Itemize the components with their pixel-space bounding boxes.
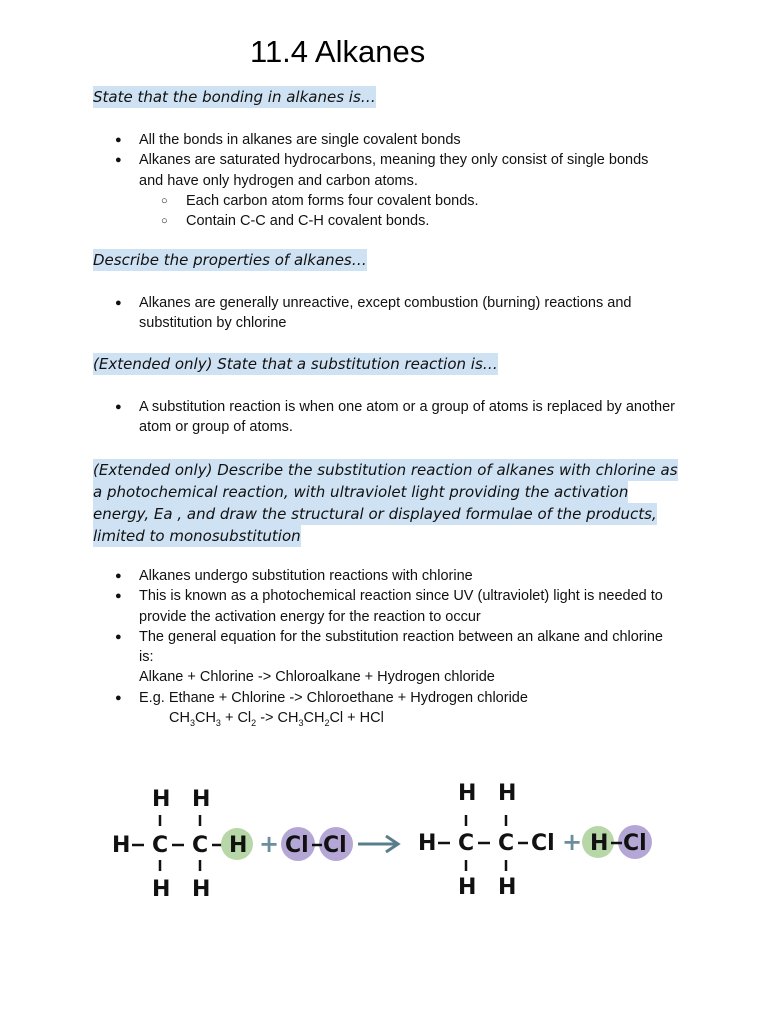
atom-c: C xyxy=(498,831,515,856)
bonding-bullet-list xyxy=(115,130,675,231)
sub-list-item: ○ Contain C-C and C-H covalent bonds. xyxy=(139,211,675,231)
ethane-chlorination-diagram xyxy=(0,760,768,920)
section-heading-substitution-definition: (Extended only) State that a substitution reaction is… xyxy=(93,355,498,373)
chloroethane-molecule xyxy=(418,781,555,900)
plus-sign: + xyxy=(562,828,583,856)
atom-cl: Cl xyxy=(323,833,347,858)
ethane-chemical-equation: $CH_3CH_3 + Cl_2 -> CH_3CH_2Cl$ + HCl xyxy=(169,710,384,728)
reaction-arrow xyxy=(358,836,398,852)
atom-cl: Cl xyxy=(623,831,647,856)
list-item: ● Alkanes are generally unreactive, except combustion (burning) reactions and substitution by chlorine xyxy=(115,293,675,334)
ethane-molecule xyxy=(112,787,222,902)
section-heading-photochemical: (Extended only) Describe the substitution reaction of alkanes with chlorine as a photochemical reaction, with ultraviolet light providing the activation energy, Ea , and draw the structural or displayed formulae of the products, limited to monosubstitution xyxy=(93,461,678,545)
page-title: 11.4 Alkanes xyxy=(250,34,426,69)
atom-h: H xyxy=(418,831,437,856)
plus-sign: + xyxy=(259,830,280,858)
atom-h: H xyxy=(498,781,517,806)
atom-cl: Cl xyxy=(531,831,555,856)
section-heading-bonding: State that the bonding in alkanes is… xyxy=(93,88,376,106)
atom-h: H xyxy=(458,781,477,806)
atom-h-substituted: H xyxy=(229,833,248,858)
atom-h: H xyxy=(152,787,171,812)
list-item: ● The general equation for the substitution reaction between an alkane and chlorine is: Alkane + Chlorine -> Chloroalkane + Hydrogen chloride xyxy=(115,627,675,688)
sub-list-item: ○ Each carbon atom forms four covalent bonds. xyxy=(139,191,675,211)
substitution-definition-bullet-list xyxy=(115,397,675,438)
atom-c: C xyxy=(458,831,475,856)
section-heading-properties: Describe the properties of alkanes… xyxy=(93,251,367,269)
photochemical-bullet-list xyxy=(115,566,675,733)
atom-cl: Cl xyxy=(285,833,309,858)
list-item: ● All the bonds in alkanes are single covalent bonds xyxy=(115,130,675,150)
atom-c: C xyxy=(152,833,169,858)
list-item: ● A substitution reaction is when one atom or a group of atoms is replaced by another atom or group of atoms. xyxy=(115,397,675,438)
atom-h: H xyxy=(192,877,211,902)
properties-bullet-list xyxy=(115,293,675,334)
atom-h: H xyxy=(112,833,131,858)
bonding-sub-list xyxy=(139,191,675,232)
atom-h: H xyxy=(590,831,609,856)
atom-h: H xyxy=(192,787,211,812)
general-equation: Alkane + Chlorine -> Chloroalkane + Hydrogen chloride xyxy=(139,669,495,686)
atom-h: H xyxy=(498,875,517,900)
list-item: ● Alkanes are saturated hydrocarbons, meaning they only consist of single bonds and have only hydrogen and carbon atoms. ○ Each carbon atom forms four covalent bonds. ○ Contain C-C and C-H covalent bonds. xyxy=(115,150,675,231)
list-item: ● Alkanes undergo substitution reactions with chlorine xyxy=(115,566,675,586)
list-item: ● This is known as a photochemical reaction since UV (ultraviolet) light is needed to provide the activation energy for the reaction to occur xyxy=(115,586,675,627)
atom-c: C xyxy=(192,833,209,858)
list-item: ● E.g. Ethane + Chlorine -> Chloroethane + Hydrogen chloride $CH_3CH_3 + Cl_2 -> CH_3CH_2Cl$ + HCl xyxy=(115,688,675,733)
atom-h: H xyxy=(152,877,171,902)
atom-h: H xyxy=(458,875,477,900)
